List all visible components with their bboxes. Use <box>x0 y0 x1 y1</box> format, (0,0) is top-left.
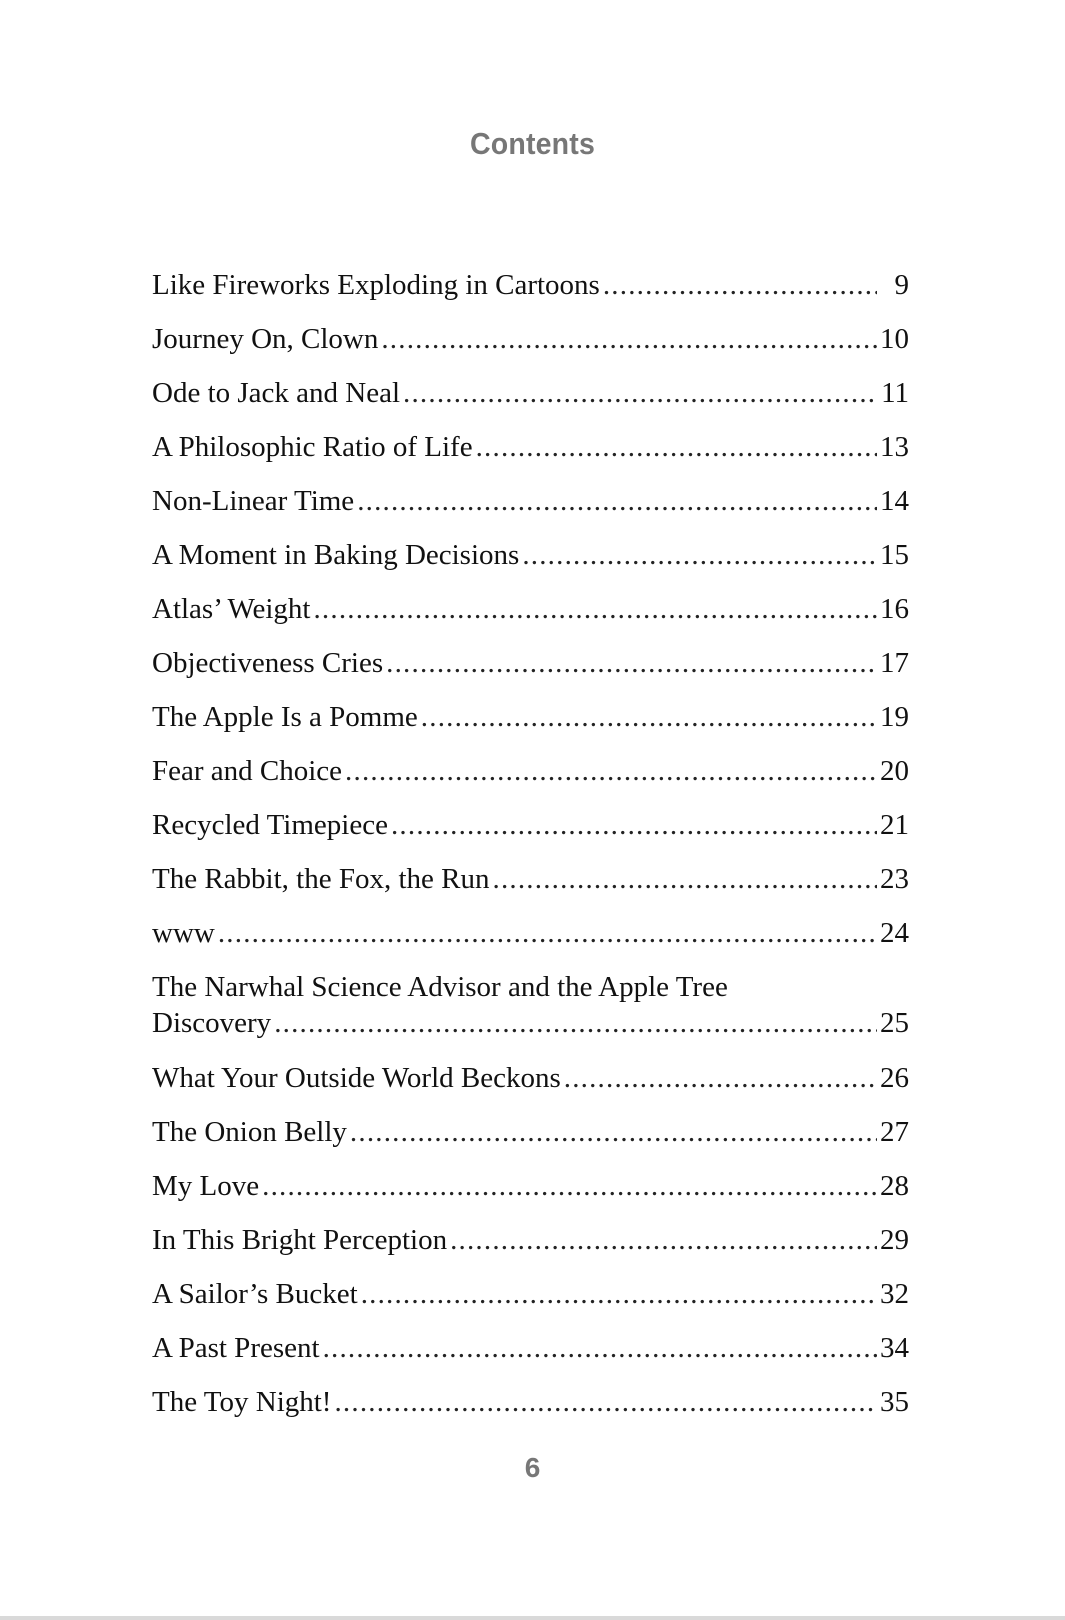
toc-entry-title: In This Bright Perception <box>152 1224 448 1256</box>
leader-dots <box>564 1060 877 1096</box>
page-number: 6 <box>524 1452 541 1483</box>
toc-entry-page: 14 <box>880 485 909 517</box>
toc-entry[interactable] <box>152 429 909 483</box>
leader-dots <box>313 591 877 627</box>
toc-entry-title: The Rabbit, the Fox, the Run <box>152 863 490 895</box>
toc-entry[interactable] <box>152 807 909 861</box>
toc-entry[interactable] <box>152 537 909 591</box>
toc-entry-title: www <box>152 917 215 949</box>
toc-entry-page: 13 <box>880 431 909 463</box>
page-bottom-edge <box>0 1616 1065 1620</box>
toc-entry-title: Fear and Choice <box>152 755 343 787</box>
leader-dots <box>357 483 877 519</box>
toc-entry[interactable] <box>152 753 909 807</box>
toc-entry-title: Ode to Jack and Neal <box>152 377 401 409</box>
toc-entry-title: A Philosophic Ratio of Life <box>152 431 473 463</box>
leader-dots <box>361 1276 877 1312</box>
toc-entry[interactable] <box>152 1276 909 1330</box>
toc-entry[interactable] <box>152 267 909 321</box>
toc-entry-page: 23 <box>880 863 909 895</box>
leader-dots <box>345 753 877 789</box>
toc-entry-title-continued: Discovery <box>152 1007 272 1039</box>
toc-entry-page: 19 <box>880 701 909 733</box>
leader-dots <box>218 915 877 951</box>
leader-dots <box>274 1005 877 1041</box>
leader-dots <box>476 429 877 465</box>
toc-entry[interactable] <box>152 1114 909 1168</box>
toc-entry-title: Recycled Timepiece <box>152 809 388 841</box>
leader-dots <box>450 1222 877 1258</box>
leader-dots <box>381 321 877 357</box>
toc-entry[interactable] <box>152 861 909 915</box>
toc-entry-title: A Past Present <box>152 1332 320 1364</box>
toc-entry[interactable] <box>152 483 909 537</box>
leader-dots <box>386 645 877 681</box>
toc-entry[interactable] <box>152 321 909 375</box>
toc-entry-title: A Moment in Baking Decisions <box>152 539 520 571</box>
toc-entry-title: Like Fireworks Exploding in Cartoons <box>152 269 600 301</box>
toc-entry[interactable] <box>152 1330 909 1384</box>
leader-dots <box>522 537 877 573</box>
toc-entry-page: 34 <box>880 1332 909 1364</box>
toc-entry-title: What Your Outside World Beckons <box>152 1062 561 1094</box>
toc-entry-title: Journey On, Clown <box>152 323 379 355</box>
leader-dots <box>403 375 877 411</box>
toc-entry[interactable] <box>152 915 909 969</box>
toc-entry-page: 26 <box>880 1062 909 1094</box>
toc-entry-title: A Sailor’s Bucket <box>152 1278 358 1310</box>
leader-dots <box>334 1384 877 1420</box>
toc-entry-title: Atlas’ Weight <box>152 593 311 625</box>
toc-entry-page: 32 <box>880 1278 909 1310</box>
toc-entry-title: The Apple Is a Pomme <box>152 701 418 733</box>
toc-entry-page: 15 <box>880 539 909 571</box>
leader-dots <box>350 1114 877 1150</box>
toc-entry[interactable] <box>152 1168 909 1222</box>
toc-entry-page: 21 <box>880 809 909 841</box>
leader-dots <box>262 1168 877 1204</box>
toc-entry[interactable] <box>152 375 909 429</box>
toc-entry-page: 20 <box>880 755 909 787</box>
toc-entry-page: 10 <box>880 323 909 355</box>
toc-entry[interactable] <box>152 1222 909 1276</box>
toc-entry-page: 28 <box>880 1170 909 1202</box>
toc-entry-title: The Toy Night! <box>152 1386 332 1418</box>
leader-dots <box>323 1330 877 1366</box>
toc-entry-page: 35 <box>880 1386 909 1418</box>
toc-entry-title: Objectiveness Cries <box>152 647 384 679</box>
leader-dots <box>493 861 878 897</box>
toc-entry-page: 11 <box>881 377 909 409</box>
toc-entry[interactable] <box>152 591 909 645</box>
toc-entry[interactable] <box>152 1384 909 1438</box>
toc-entry-page: 25 <box>880 1007 909 1039</box>
toc-entry[interactable] <box>152 1060 909 1114</box>
toc-entry[interactable] <box>152 645 909 699</box>
toc-entry-page: 17 <box>880 647 909 679</box>
toc-entry-page: 9 <box>894 269 909 301</box>
page-title: Contents <box>469 126 596 161</box>
toc-entry[interactable] <box>152 969 909 1060</box>
toc-entry-page: 27 <box>880 1116 909 1148</box>
leader-dots <box>391 807 877 843</box>
toc-entry[interactable] <box>152 699 909 753</box>
toc-entry-page: 16 <box>880 593 909 625</box>
toc-entry-title: The Narwhal Science Advisor and the Apple Tree <box>152 971 728 1003</box>
toc-entry-title: The Onion Belly <box>152 1116 347 1148</box>
table-of-contents <box>152 267 909 1438</box>
toc-entry-page: 24 <box>880 917 909 949</box>
toc-entry-page: 29 <box>880 1224 909 1256</box>
toc-entry-title: Non-Linear Time <box>152 485 355 517</box>
toc-entry-title: My Love <box>152 1170 260 1202</box>
leader-dots <box>603 267 877 303</box>
leader-dots <box>421 699 877 735</box>
